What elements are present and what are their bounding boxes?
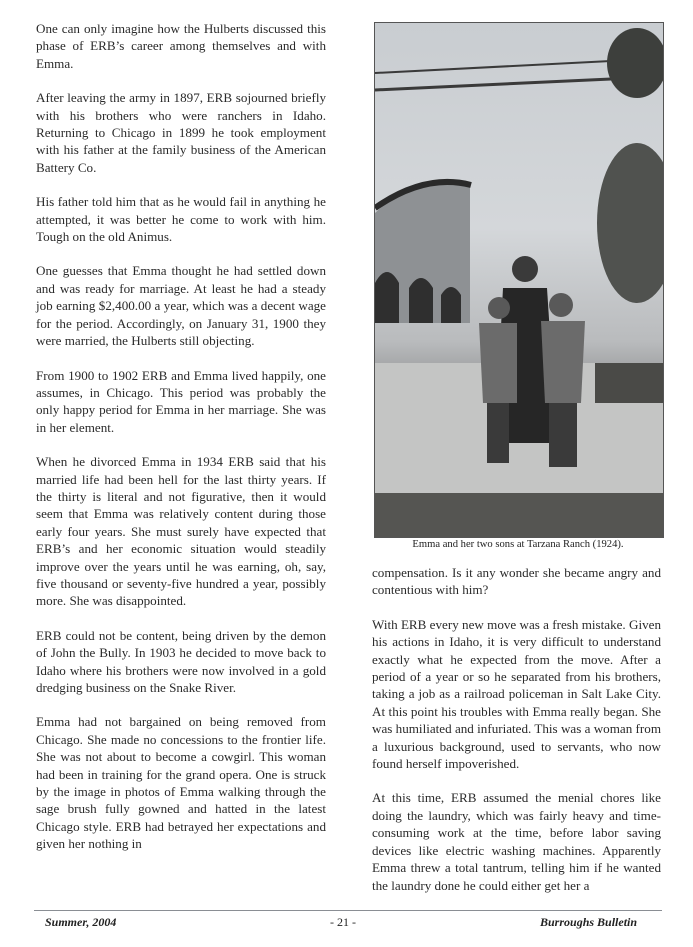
photo-illustration	[375, 23, 663, 537]
right-text-column	[372, 564, 661, 911]
family-photo	[374, 22, 664, 538]
left-text-column	[36, 20, 326, 870]
footer-issue: Summer, 2004	[45, 915, 117, 929]
paragraph: His father told him that as he would fail in anything he attempted, it was better he come to work with him. Tough on the old Animus.	[36, 194, 326, 245]
page-number: - 21 -	[330, 915, 356, 929]
paragraph: At this time, ERB assumed the menial chores like doing the laundry, which was fairly heavy and time-consuming work at the time, before labor saving devices like electric washing machines. Apparently Emma threw a total tantrum, telling him if he wanted the laundry done he could either get her a	[372, 790, 661, 893]
paragraph: Emma had not bargained on being removed from Chicago. She made no concessions to the frontier life. She was not about to become a cowgirl. This woman had been in training for the grand opera. One is struck by the image in photos of Emma walking through the sage brush fully gowned and hatted in the latest Chicago style. ERB had betrayed her expectations and given her nothing in	[36, 714, 326, 852]
paragraph: After leaving the army in 1897, ERB sojourned briefly with his brothers who were ranchers in Idaho. Returning to Chicago in 1899 he took employment with his father at the family business of the American Battery Co.	[36, 90, 326, 175]
footer-publication: Burroughs Bulletin	[540, 915, 638, 929]
footer-rule	[34, 910, 662, 911]
paragraph: From 1900 to 1902 ERB and Emma lived happily, one assumes, in Chicago. This period was probably the only happy period for Emma in her marriage. She was in her element.	[36, 367, 326, 435]
paragraph: With ERB every new move was a fresh mistake. Given his actions in Idaho, it is very difficult to understand exactly what he expected from the move. After a period of a year or so he separated from his brothers, taking a job as a railroad policeman in Salt Lake City. At this point his troubles with Emma really began. She was humiliated and infuriated. This was a woman from a luxurious background, used to servants, who now found herself impoverished.	[372, 616, 661, 772]
photo-caption: Emma and her two sons at Tarzana Ranch (1924).	[412, 539, 624, 550]
paragraph: When he divorced Emma in 1934 ERB said that his married life had been hell for the last thirty years. If the thirty is literal and not figurative, then it would seem that Emma was relatively content during those early four years. She must surely have expected that ERB’s and her economic situation would steadily improve over the years until he was earning, oh, say, five thousand or seventy-five hundred a year, possibly more. She was disappointed.	[36, 454, 326, 609]
paragraph: One guesses that Emma thought he had settled down and was ready for marriage. At least he had a steady job earning $2,400.00 a year, which was a decent wage for the period. Accordingly, on January 31, 1900 they were married, the Hulberts still objecting.	[36, 263, 326, 349]
paragraph: ERB could not be content, being driven by the demon of John the Bully. In 1903 he decided to move back to Idaho where his brothers were now involved in a gold dredging business on the Snake River.	[36, 627, 326, 695]
paragraph: One can only imagine how the Hulberts discussed this phase of ERB’s career among themselves and with Emma.	[36, 21, 326, 71]
paragraph: compensation. Is it any wonder she became angry and contentious with him?	[372, 565, 661, 598]
